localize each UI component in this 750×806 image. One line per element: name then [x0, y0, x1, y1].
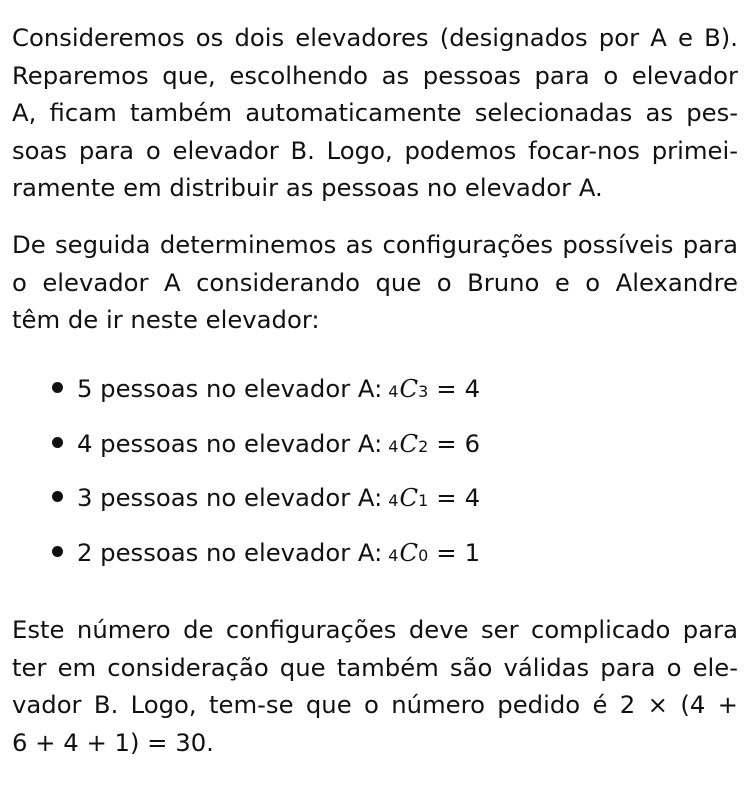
bullet-icon [52, 546, 63, 557]
text-line: ramente em distribuir as pessoas no elevador A. [12, 173, 603, 203]
combination-value: 1 [464, 537, 481, 567]
list-item-text: 2 pessoas no elevador A: [77, 537, 383, 567]
combination-symbol: C [399, 537, 419, 567]
list-item [52, 374, 480, 429]
bullet-icon [52, 437, 63, 448]
list-item-text: 5 pessoas no elevador A: [77, 374, 383, 403]
combination-symbol: C [399, 428, 419, 458]
combination-n: 4 [388, 545, 399, 565]
text-line: 6 + 4 + 1) = 30. [12, 727, 214, 757]
equals-sign: = [436, 374, 457, 403]
configuration-list [52, 374, 480, 592]
text-line: Este número de configurações deve ser complicado para [12, 615, 738, 644]
text-line: A, ficam também automaticamente selecionadas as pes- [12, 98, 738, 128]
combination-symbol: C [399, 483, 419, 513]
text-line: vador B. Logo, tem-se que o número pedido é 2 × (4 + [12, 690, 738, 720]
combination-value: 4 [464, 374, 481, 403]
equals-sign: = [436, 537, 457, 567]
list-item [52, 429, 480, 484]
combination-value: 4 [464, 483, 481, 513]
equals-sign: = [436, 428, 457, 458]
text-line: ter em consideração que também são válidas para o ele- [12, 652, 738, 682]
text-line: soas para o elevador B. Logo, podemos focar-nos primei- [12, 135, 738, 165]
text-line: Reparemos que, escolhendo as pessoas para o elevador [12, 60, 738, 90]
combination-k: 3 [418, 382, 429, 401]
text-line: o elevador A considerando que o Bruno e o Alexandre [12, 267, 738, 297]
combination-value: 6 [464, 428, 481, 458]
paragraph-configurations [12, 226, 738, 339]
combination-k: 1 [418, 491, 429, 511]
combination-n: 4 [388, 382, 399, 401]
paragraph-intro [12, 19, 738, 207]
paragraph-conclusion [12, 611, 738, 761]
bullet-icon [52, 491, 63, 502]
list-item [52, 538, 480, 593]
combination-k: 0 [418, 545, 429, 565]
equals-sign: = [436, 483, 457, 513]
text-line: De seguida determinemos as configurações possíveis para [12, 230, 738, 259]
combination-k: 2 [418, 436, 429, 456]
combination-symbol: C [399, 374, 419, 403]
list-item [52, 483, 480, 538]
text-line: têm de ir neste elevador: [12, 305, 320, 335]
list-item-text: 4 pessoas no elevador A: [77, 428, 383, 458]
text-line: Consideremos os dois elevadores (designados por A e B). [12, 23, 738, 52]
combination-n: 4 [388, 436, 399, 456]
bullet-icon [52, 382, 63, 393]
list-item-text: 3 pessoas no elevador A: [77, 483, 383, 513]
combination-n: 4 [388, 491, 399, 511]
